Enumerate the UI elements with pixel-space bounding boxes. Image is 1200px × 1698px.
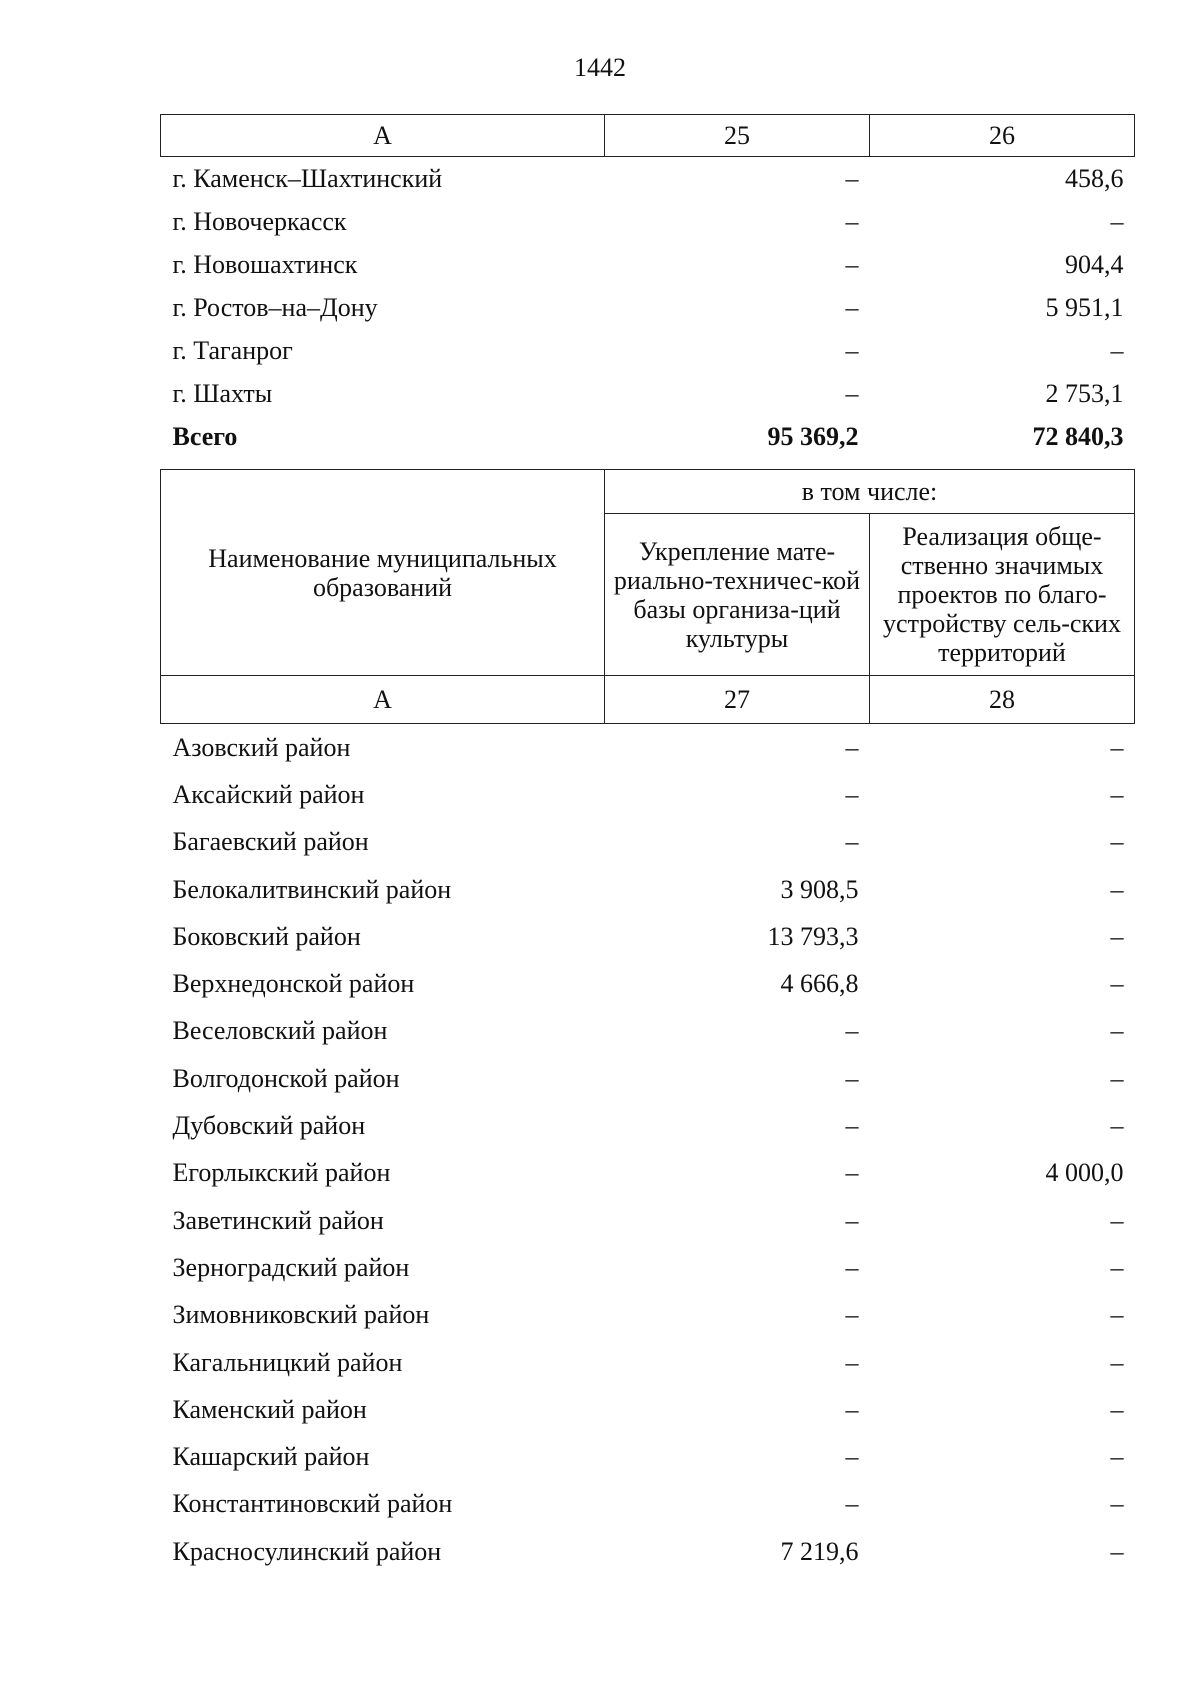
table-row — [161, 1481, 1135, 1528]
value-26: 458,6 — [1065, 163, 1124, 193]
column-header-25: 25 — [605, 115, 870, 157]
value-25: – — [845, 292, 859, 322]
column-header-a: А — [161, 115, 605, 157]
table-row — [161, 1292, 1135, 1339]
table-row — [161, 243, 1135, 286]
value-28: – — [1110, 779, 1124, 809]
table-row — [161, 1244, 1135, 1291]
value-26: 2 753,1 — [1045, 378, 1124, 408]
municipality-name: г. Шахты — [172, 378, 273, 408]
table-row — [161, 1055, 1135, 1102]
value-26: 5 951,1 — [1045, 292, 1124, 322]
value-27: – — [845, 1489, 859, 1519]
municipality-name: Волгодонской район — [172, 1063, 400, 1093]
value-27: – — [845, 1111, 859, 1141]
value-28: – — [1110, 1205, 1124, 1235]
total-value-26: 72 840,3 — [1032, 421, 1124, 451]
municipality-name: Красносулинский район — [172, 1536, 442, 1566]
value-27: 3 908,5 — [780, 874, 859, 904]
municipality-name: Заветинский район — [172, 1205, 384, 1235]
value-25: – — [845, 163, 859, 193]
municipality-name-header: Наименование муниципальных образований — [161, 470, 605, 676]
page-number: 1442 — [574, 53, 626, 82]
value-28: – — [1110, 1489, 1124, 1519]
total-row — [161, 415, 1135, 458]
value-27: – — [845, 827, 859, 857]
column-header-a: А — [161, 676, 605, 724]
table-row — [161, 1102, 1135, 1149]
municipality-name: Зимовниковский район — [172, 1300, 430, 1330]
municipality-name: г. Новошахтинск — [172, 249, 358, 279]
value-28: 4 000,0 — [1045, 1158, 1124, 1188]
column-header-27: 27 — [605, 676, 870, 724]
table-row — [161, 1386, 1135, 1433]
value-25: – — [845, 335, 859, 365]
value-28: – — [1110, 1536, 1124, 1566]
value-27: – — [845, 1394, 859, 1424]
value-27: – — [845, 779, 859, 809]
budget-table-part-1 — [160, 114, 1135, 458]
table-row — [161, 724, 1135, 772]
value-28: – — [1110, 827, 1124, 857]
municipality-name: Аксайский район — [172, 779, 365, 809]
table-row — [161, 1150, 1135, 1197]
value-27: – — [845, 1347, 859, 1377]
value-27: – — [845, 1063, 859, 1093]
value-27: 13 793,3 — [767, 921, 859, 951]
municipality-name: Кагальницкий район — [172, 1347, 403, 1377]
municipality-name: Каменский район — [172, 1394, 367, 1424]
municipality-name: г. Ростов–на–Дону — [172, 292, 378, 322]
table-row — [161, 329, 1135, 372]
value-28: – — [1110, 1063, 1124, 1093]
value-27: – — [845, 1300, 859, 1330]
value-28: – — [1110, 1016, 1124, 1046]
including-group-header: в том числе: — [605, 470, 1135, 514]
municipality-name: Кашарский район — [172, 1442, 370, 1472]
table-row — [161, 1528, 1135, 1575]
municipality-name: г. Каменск–Шахтинский — [172, 163, 443, 193]
value-28: – — [1110, 1252, 1124, 1282]
value-27: – — [845, 1205, 859, 1235]
value-25: – — [845, 249, 859, 279]
total-label: Всего — [172, 421, 238, 451]
value-28: – — [1110, 874, 1124, 904]
value-28: – — [1110, 969, 1124, 999]
value-27: – — [845, 1016, 859, 1046]
table-row — [161, 1008, 1135, 1055]
column-number-header — [161, 676, 1135, 724]
table-row — [161, 1433, 1135, 1480]
total-value-25: 95 369,2 — [767, 421, 859, 451]
municipality-name: г. Таганрог — [172, 335, 293, 365]
value-28: – — [1110, 921, 1124, 951]
value-28: – — [1110, 1442, 1124, 1472]
table-row — [161, 157, 1135, 201]
municipality-name: Константиновский район — [172, 1489, 453, 1519]
municipality-name: Зерноградский район — [172, 1252, 410, 1282]
value-25: – — [845, 378, 859, 408]
value-26: – — [1110, 206, 1124, 236]
municipality-name: Азовский район — [172, 732, 351, 762]
value-28: – — [1110, 1347, 1124, 1377]
value-27: 4 666,8 — [780, 969, 859, 999]
table-row — [161, 771, 1135, 818]
value-27: – — [845, 1252, 859, 1282]
value-26: – — [1110, 335, 1124, 365]
value-28: – — [1110, 1300, 1124, 1330]
table-row — [161, 372, 1135, 415]
municipality-name: Веселовский район — [172, 1016, 388, 1046]
table-row — [161, 1339, 1135, 1386]
municipality-name: Верхнедонской район — [172, 969, 415, 999]
value-28: – — [1110, 1111, 1124, 1141]
column-header-26: 26 — [870, 115, 1135, 157]
column-number-header — [161, 115, 1135, 157]
culture-facilities-header: Укрепление мате-риально-техничес-кой базы организа-ций культуры — [605, 514, 870, 676]
table-row — [161, 1197, 1135, 1244]
value-27: – — [845, 1158, 859, 1188]
column-header-28: 28 — [870, 676, 1135, 724]
table-row — [161, 960, 1135, 1007]
value-27: – — [845, 1442, 859, 1472]
municipality-name: Дубовский район — [172, 1111, 366, 1141]
municipality-name: г. Новочеркасск — [172, 206, 347, 236]
table-row — [161, 913, 1135, 960]
budget-table-part-2 — [160, 469, 1135, 1575]
value-27: 7 219,6 — [780, 1536, 859, 1566]
table-row — [161, 819, 1135, 866]
rural-improvement-header: Реализация обще-ственно значимых проектов по благо-устройству сель-ских территорий — [870, 514, 1135, 676]
municipality-name: Боковский район — [172, 921, 361, 951]
value-25: – — [845, 206, 859, 236]
municipality-name: Белокалитвинский район — [172, 874, 452, 904]
value-27: – — [845, 732, 859, 762]
table-row — [161, 200, 1135, 243]
value-28: – — [1110, 1394, 1124, 1424]
value-26: 904,4 — [1065, 249, 1124, 279]
table-row — [161, 866, 1135, 913]
value-28: – — [1110, 732, 1124, 762]
table-row — [161, 286, 1135, 329]
municipality-name: Багаевский район — [172, 827, 369, 857]
municipality-name: Егорлыкский район — [172, 1158, 391, 1188]
